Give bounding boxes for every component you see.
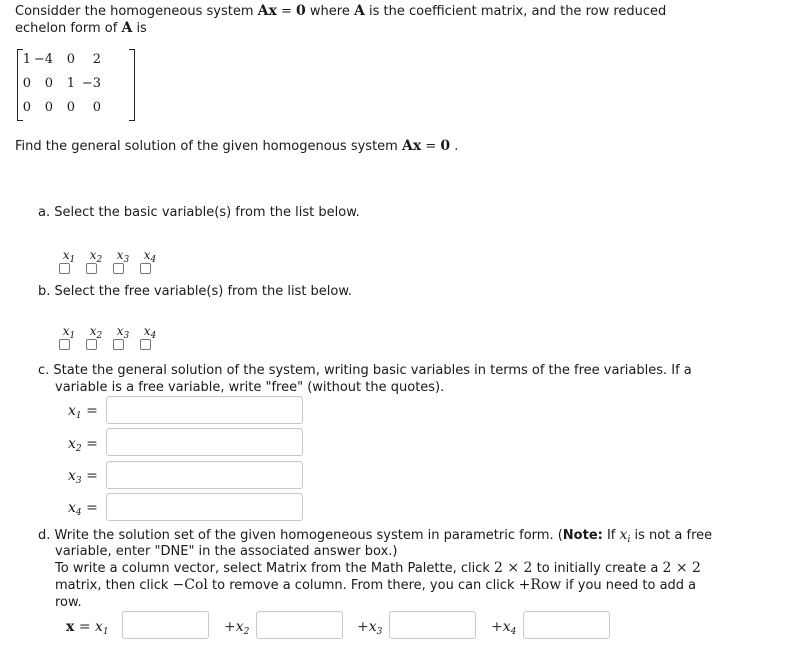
x3-answer-input[interactable] [106, 461, 303, 489]
free-x3-checkbox[interactable] [113, 339, 124, 350]
option-label-x1: $x_1$ [62, 248, 76, 265]
system-lhs: Ax [401, 138, 422, 154]
matrix-name: A [353, 3, 365, 19]
x3-equation-label: $x_3$ = [68, 468, 98, 486]
param-x2-label: $+x_2$ [224, 619, 250, 637]
find-text: . [450, 139, 459, 154]
param-x4-label: $+x_4$ [491, 619, 517, 637]
parametric-vector-label: $x = x_1$ [66, 619, 109, 637]
matrix-cell: 0 [44, 76, 53, 91]
intro-line-1 [15, 3, 666, 20]
part-c-line-1: c. State the general solution of the system, writing basic variables in terms of the free variables. If a [38, 363, 692, 378]
find-text: Find the general solution of the given homogenous system [15, 139, 402, 154]
basic-x4-checkbox[interactable] [140, 263, 151, 274]
intro-line-2 [15, 20, 147, 37]
x4-answer-input[interactable] [106, 493, 303, 521]
zero-vector: 0 [296, 3, 306, 19]
zero-vector: 0 [440, 138, 451, 154]
part-d-line-5: row. [55, 595, 82, 610]
x2-answer-input[interactable] [106, 428, 303, 456]
intro-text: echelon form of [15, 21, 122, 36]
option-label-x1: $x_1$ [62, 324, 76, 341]
free-x4-checkbox[interactable] [140, 339, 151, 350]
matrix-cell: 0 [22, 76, 31, 91]
part-b-prompt: b. Select the free variable(s) from the list below. [38, 284, 352, 299]
param-x3-label: $+x_3$ [357, 619, 383, 637]
option-label-x4: $x_4$ [143, 248, 157, 265]
matrix-cell: 0 [44, 100, 53, 115]
part-d-line-2: variable, enter "DNE" in the associated answer box.) [55, 544, 398, 559]
param-x4-input[interactable] [523, 611, 610, 639]
intro-text: where [305, 4, 354, 19]
intro-text: is the coefficient matrix, and the row reduced [364, 4, 667, 19]
rref-matrix [17, 49, 135, 121]
x1-equation-label: $x_1$ = [68, 403, 98, 421]
free-x2-checkbox[interactable] [86, 339, 97, 350]
basic-x3-checkbox[interactable] [113, 263, 124, 274]
part-d-line-4: matrix, then click −Col to remove a column. From there, you can click +Row if you need to add a [55, 577, 697, 593]
part-c-line-2: variable is a free variable, write "free" (without the quotes). [55, 380, 445, 395]
option-label-x4: $x_4$ [143, 324, 157, 341]
system-lhs: Ax [257, 3, 277, 19]
part-d-line-1: d. Write the solution set of the given homogeneous system in parametric form. (Note: If $x_i$ is not a free [38, 527, 713, 545]
option-label-x2: $x_2$ [89, 248, 103, 265]
matrix-cell: 0 [66, 52, 75, 67]
option-label-x3: $x_3$ [116, 248, 130, 265]
matrix-cell: 0 [92, 100, 101, 115]
param-x2-input[interactable] [256, 611, 343, 639]
matrix-cell: −4 [33, 52, 53, 67]
matrix-right-bracket [129, 49, 135, 121]
matrix-cell: 2 [92, 52, 101, 67]
matrix-cell: −3 [81, 76, 101, 91]
matrix-cell: 1 [22, 52, 31, 67]
x4-equation-label: $x_4$ = [68, 500, 98, 518]
equals-sign: = [276, 4, 297, 19]
intro-text: is [132, 21, 147, 36]
param-x3-input[interactable] [389, 611, 476, 639]
basic-x2-checkbox[interactable] [86, 263, 97, 274]
option-label-x3: $x_3$ [116, 324, 130, 341]
matrix-cell: 0 [22, 100, 31, 115]
matrix-name: A [121, 20, 133, 36]
matrix-cell: 1 [66, 76, 75, 91]
matrix-cell: 0 [66, 100, 75, 115]
find-instruction [15, 138, 458, 155]
equals-sign: = [421, 139, 441, 154]
option-label-x2: $x_2$ [89, 324, 103, 341]
free-x1-checkbox[interactable] [59, 339, 70, 350]
x2-equation-label: $x_2$ = [68, 436, 98, 454]
part-d-line-3: To write a column vector, select Matrix from the Math Palette, click 2 × 2 to initially create a 2 × 2 [55, 560, 701, 576]
part-a-prompt: a. Select the basic variable(s) from the list below. [38, 205, 360, 220]
param-x1-input[interactable] [122, 611, 209, 639]
x1-answer-input[interactable] [106, 396, 303, 424]
intro-text: Considder the homogeneous system [15, 4, 258, 19]
basic-x1-checkbox[interactable] [59, 263, 70, 274]
